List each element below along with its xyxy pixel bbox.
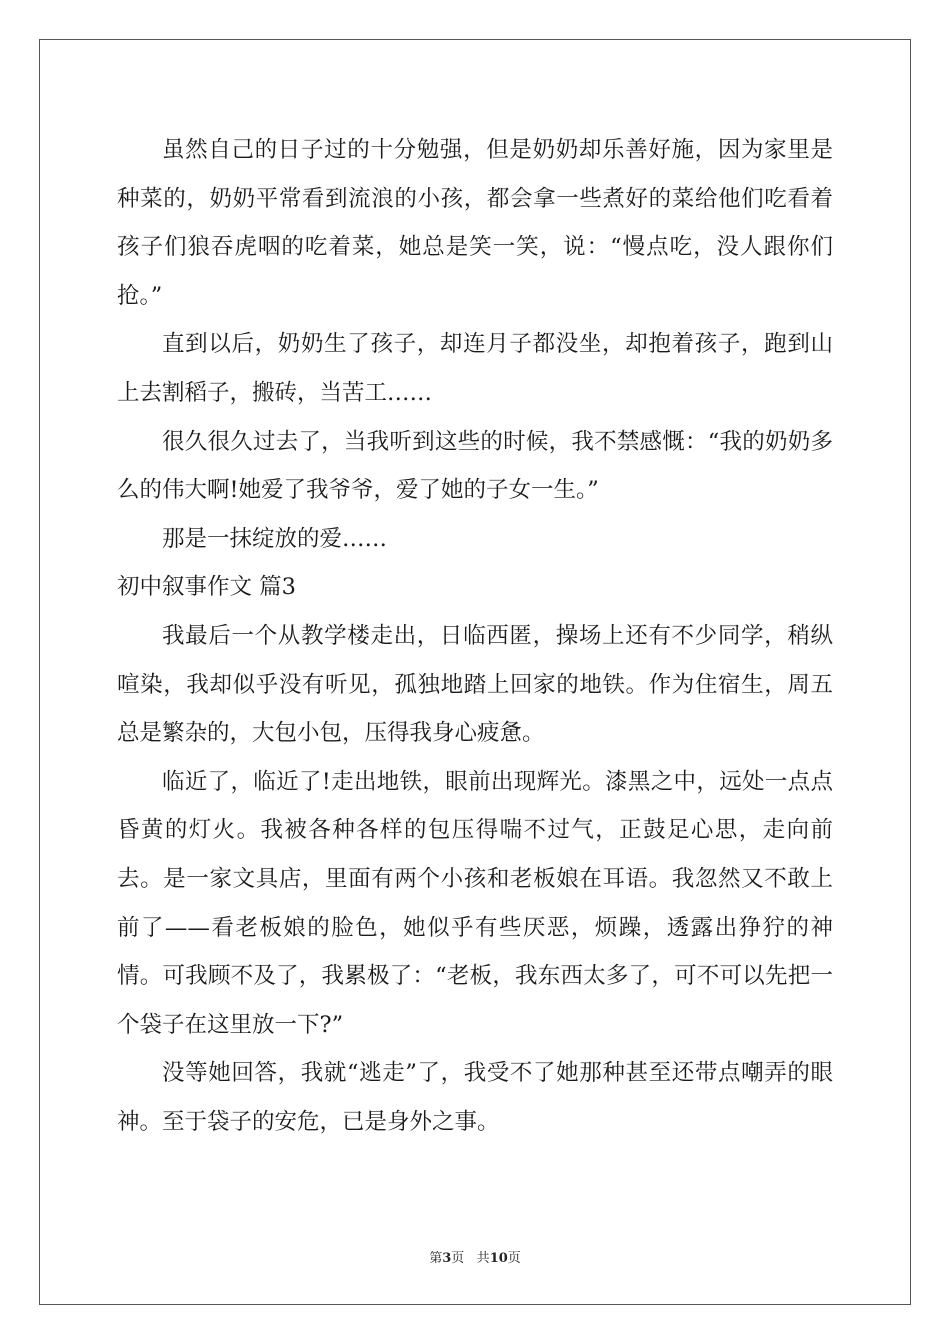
total-pages: 10 [489,1251,508,1266]
page-footer [0,1247,950,1266]
paragraph: 临近了，临近了!走出地铁，眼前出现辉光。漆黑之中，远处一点点昏黄的灯火。我被各种各样的包压得喘不过气，正鼓足心思，走向前去。是一家文具店，里面有两个小孩和老板娘在耳语。我忽然又不敢上前了——看老板娘的脸色，她似乎有些厌恶，烦躁，透露出狰狞的神情。可我顾不及了，我累极了：“老板，我东西太多了，可不可以先把一个袋子在这里放一下?” [117,768,833,1038]
paragraph: 直到以后，奶奶生了孩子，却连月子都没坐，却抱着孩子，跑到山上去割稻子，搬砖，当苦工…… [117,331,833,406]
page-suffix: 页 [451,1251,465,1266]
page-number: 3 [442,1251,452,1266]
paragraph: 很久很久过去了，当我听到这些的时候，我不禁感慨：“我的奶奶多么的伟大啊!她爱了我爷爷，爱了她的子女一生。” [117,428,833,504]
page-prefix: 第 [429,1251,443,1266]
paragraph: 没等她回答，我就“逃走”了，我受不了她那种甚至还带点嘲弄的眼神。至于袋子的安危，已是身外之事。 [117,1060,833,1135]
paragraph: 我最后一个从教学楼走出，日临西匿，操场上还有不少同学，稍纵喧染，我却似乎没有听见，孤独地踏上回家的地铁。作为住宿生，周五总是繁杂的，大包小包，压得我身心疲惫。 [117,622,833,747]
paragraph: 那是一抹绽放的爱…… [162,525,388,552]
total-suffix: 页 [507,1251,521,1266]
paragraph: 虽然自己的日子过的十分勉强，但是奶奶却乐善好施，因为家里是种菜的，奶奶平常看到流浪的小孩，都会拿一些煮好的菜给他们吃看着孩子们狼吞虎咽的吃着菜，她总是笑一笑，说：“慢点吃，没人跟你们抢。” [117,137,833,309]
section-heading: 初中叙事作文 篇3 [117,574,296,601]
document-body [117,126,833,1146]
total-prefix: 共 [476,1251,490,1266]
